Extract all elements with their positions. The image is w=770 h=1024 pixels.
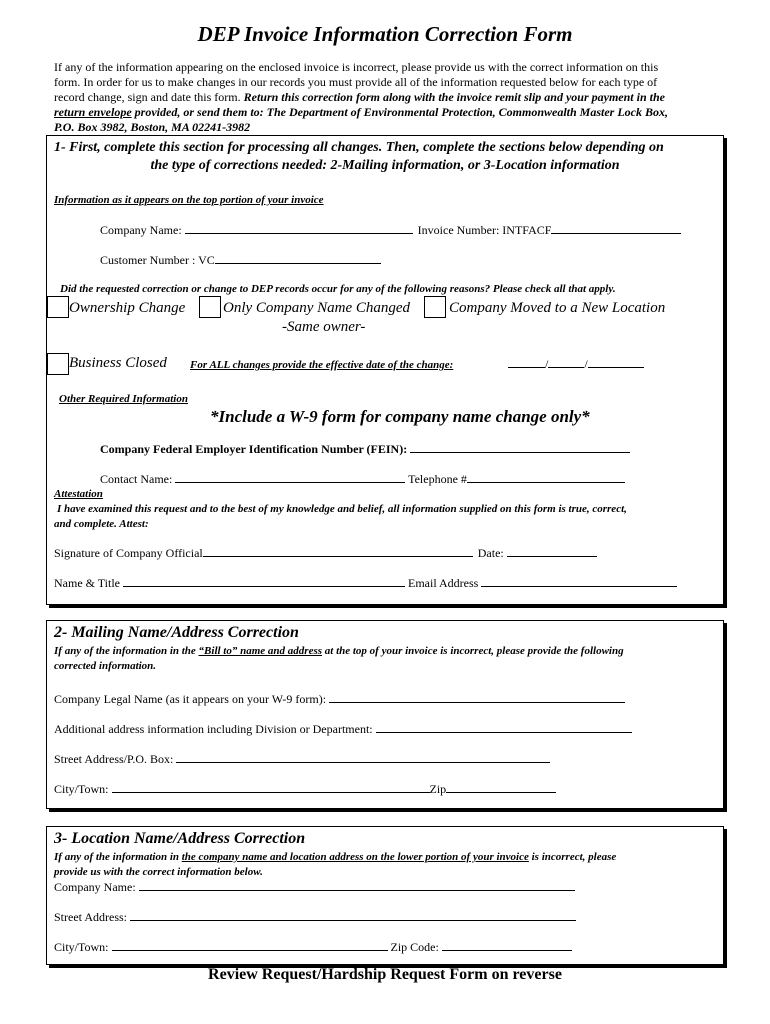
name-title-field[interactable]	[123, 585, 405, 587]
section-1-heading-line-1: 1- First, complete this section for processing all changes. Then, complete the sections below depending on	[54, 140, 664, 155]
date-label: Date:	[477, 546, 504, 560]
fein-label: Company Federal Employer Identification Number (FEIN):	[100, 442, 408, 456]
additional-address-label: Additional address information including Division or Department:	[54, 722, 373, 736]
bill-to-text: “Bill to” name and address	[198, 645, 323, 657]
location-company-field[interactable]	[139, 889, 575, 891]
ownership-change-label: Ownership Change	[69, 300, 186, 316]
company-name-row	[100, 223, 681, 238]
effective-date-label: For ALL changes provide the effective date of the change:	[190, 359, 454, 371]
invoice-number-field[interactable]	[551, 232, 681, 234]
fein-row	[100, 442, 630, 457]
section-2-desc-a: If any of the information in the	[54, 645, 199, 657]
section-2-heading: 2- Mailing Name/Address Correction	[54, 624, 299, 641]
effective-date-field[interactable]	[508, 357, 644, 372]
mailing-city-row	[54, 782, 556, 797]
section-2-desc-b: at the top of your invoice is incorrect, please provide the following	[322, 645, 624, 657]
name-title-row	[54, 576, 677, 591]
intro-line-3	[54, 90, 665, 105]
intro-line-3-plain: record change, sign and date this form.	[54, 90, 241, 104]
section-1-heading-line-2: the type of corrections needed: 2-Mailing information, or 3-Location information	[150, 158, 620, 173]
intro-line-3-bold: Return this correction form along with the invoice remit slip and your payment in the	[243, 90, 665, 104]
name-title-label: Name & Title	[54, 576, 121, 590]
ownership-change-checkbox[interactable]	[47, 296, 69, 318]
business-closed-checkbox[interactable]	[47, 353, 69, 375]
intro-address: P.O. Box 3982, Boston, MA 02241-3982	[54, 120, 251, 134]
legal-name-field[interactable]	[329, 701, 625, 703]
additional-address-row	[54, 722, 632, 737]
intro-line-4	[54, 105, 668, 120]
return-envelope-text: return envelope	[54, 105, 132, 119]
date-slash-2: /	[584, 357, 588, 371]
mailing-street-label: Street Address/P.O. Box:	[54, 752, 174, 766]
mailing-street-field[interactable]	[176, 761, 550, 763]
section-3-desc-b: is incorrect, please	[528, 851, 617, 863]
section-3-desc-line-2: provide us with the correct information below.	[54, 866, 263, 878]
intro-line-2: form. In order for us to make changes in our records you must provide all of the information requested below for each type of	[54, 75, 658, 89]
location-street-field[interactable]	[130, 919, 576, 921]
section-2-desc-line-2: corrected information.	[54, 660, 157, 672]
invoice-info-label: Information as it appears on the top portion of your invoice	[54, 194, 324, 206]
location-company-row	[54, 880, 575, 895]
email-field[interactable]	[481, 585, 677, 587]
location-city-field[interactable]	[112, 949, 388, 951]
same-owner-label: -Same owner-	[282, 319, 366, 335]
customer-number-label: Customer Number : VC	[100, 253, 215, 267]
mailing-zip-label: Zip	[429, 782, 447, 796]
signature-label: Signature of Company Official	[54, 546, 203, 560]
telephone-field[interactable]	[467, 481, 625, 483]
reasons-question: Did the requested correction or change to DEP records occur for any of the following reasons? Please check all that apply.	[60, 283, 616, 295]
mailing-street-row	[54, 752, 550, 767]
attestation-label: Attestation	[54, 488, 103, 500]
fein-field[interactable]	[410, 451, 630, 453]
company-name-changed-label: Only Company Name Changed	[223, 300, 411, 316]
location-zip-field[interactable]	[442, 949, 572, 951]
email-label: Email Address	[408, 576, 479, 590]
invoice-number-label: Invoice Number: INTFACF	[417, 223, 552, 237]
location-city-row	[54, 940, 572, 955]
location-address-text: the company name and location address on the lower portion of your invoice	[181, 851, 529, 863]
date-slash-1: /	[545, 357, 549, 371]
w9-note: *Include a W-9 form for company name change only*	[210, 407, 590, 426]
company-name-field[interactable]	[185, 232, 413, 234]
mailing-city-label: City/Town:	[54, 782, 109, 796]
other-required-label: Other Required Information	[59, 393, 188, 405]
customer-number-row	[100, 253, 381, 268]
signature-field[interactable]	[203, 555, 473, 557]
company-moved-label: Company Moved to a New Location	[449, 300, 666, 316]
attestation-line-2: and complete. Attest:	[54, 518, 149, 530]
section-3-desc-line-1	[54, 851, 616, 863]
additional-address-field[interactable]	[376, 731, 632, 733]
location-city-label: City/Town:	[54, 940, 109, 954]
form-title: DEP Invoice Information Correction Form	[197, 22, 573, 46]
mailing-city-field[interactable]	[112, 791, 430, 793]
telephone-label: Telephone #	[408, 472, 467, 486]
company-name-changed-checkbox[interactable]	[199, 296, 221, 318]
business-closed-label: Business Closed	[69, 355, 167, 371]
location-company-label: Company Name:	[54, 880, 136, 894]
contact-row	[100, 472, 625, 487]
company-moved-checkbox[interactable]	[424, 296, 446, 318]
company-name-label: Company Name:	[100, 223, 182, 237]
location-zip-label: Zip Code:	[390, 940, 439, 954]
legal-name-label: Company Legal Name (as it appears on your W-9 form):	[54, 692, 327, 706]
customer-number-field[interactable]	[215, 262, 381, 264]
intro-line-1: If any of the information appearing on the enclosed invoice is incorrect, please provide us with the correct information on this	[54, 60, 659, 74]
footer-note: Review Request/Hardship Request Form on reverse	[208, 966, 562, 983]
legal-name-row	[54, 692, 625, 707]
contact-name-label: Contact Name:	[100, 472, 173, 486]
contact-name-field[interactable]	[175, 481, 405, 483]
mailing-zip-field[interactable]	[446, 791, 556, 793]
location-street-row	[54, 910, 576, 925]
section-3-heading: 3- Location Name/Address Correction	[54, 830, 306, 847]
attestation-line-1: I have examined this request and to the best of my knowledge and belief, all information supplied on this form is true, correct,	[57, 503, 627, 515]
intro-line-4-rest: provided, or send them to: The Department of Environmental Protection, Commonwealth Master Lock Box,	[134, 105, 669, 119]
location-street-label: Street Address:	[54, 910, 127, 924]
date-field[interactable]	[507, 555, 597, 557]
signature-row	[54, 546, 597, 561]
section-2-desc-line-1	[54, 645, 624, 657]
section-3-desc-a: If any of the information in	[54, 851, 182, 863]
